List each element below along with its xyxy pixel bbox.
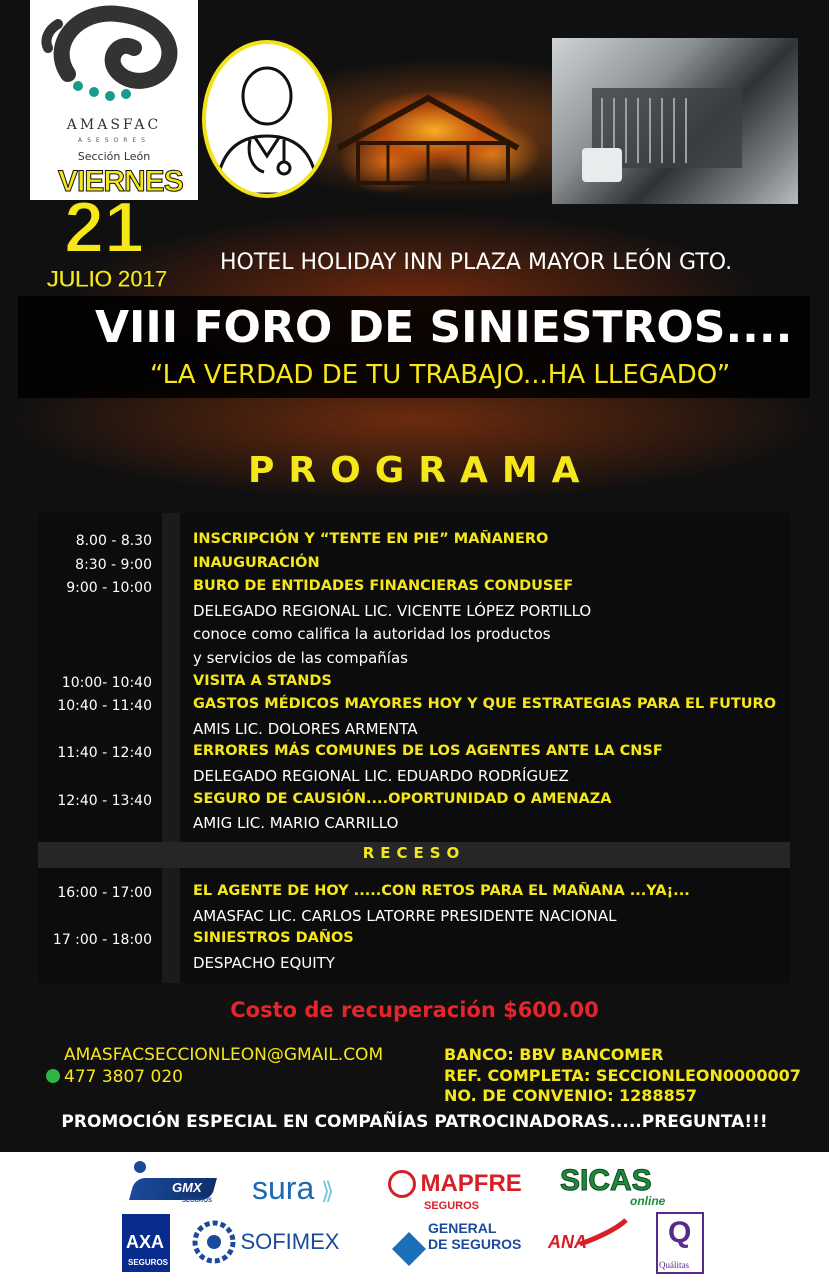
ana-swoosh-icon (578, 1218, 628, 1248)
burning-house-image (318, 38, 550, 192)
schedule-time: 17 :00 - 18:00 (52, 932, 152, 949)
registration-cost: Costo de recuperación $600.00 (230, 998, 599, 1022)
event-subtitle: “LA VERDAD DE TU TRABAJO...HA LLEGADO” (150, 360, 731, 390)
schedule-time: 8:30 - 9:00 (75, 556, 152, 573)
sura-label: sura (252, 1170, 315, 1206)
gmx-sub: SEGUROS (182, 1198, 213, 1204)
schedule-session-title: EL AGENTE DE HOY .....CON RETOS PARA EL MAÑANA ...YA¡... (193, 883, 690, 899)
event-month-year: JULIO 2017 (46, 266, 167, 293)
sponsor-promotion: PROMOCIÓN ESPECIAL EN COMPAÑÍAS PATROCINADORAS.....PREGUNTA!!! (61, 1112, 768, 1132)
logo-name: AMASFAC (66, 117, 162, 133)
schedule-time: 11:40 - 12:40 (57, 745, 152, 762)
bank-agreement: NO. DE CONVENIO: 1288857 (444, 1086, 697, 1105)
schedule-session-title: BURO DE ENTIDADES FINANCIERAS CONDUSEF (193, 578, 574, 595)
schedule-time: 12:40 - 13:40 (57, 792, 152, 809)
schedule-session-detail: y servicios de las compañías (193, 649, 408, 667)
programa-heading: PROGRAMA (248, 450, 594, 491)
event-weekday: VIERNES (58, 165, 183, 198)
schedule-session-detail: DESPACHO EQUITY (193, 953, 335, 972)
mapfre-sub: SEGUROS (424, 1200, 480, 1212)
axa-label: AXA (126, 1232, 165, 1252)
sura-logo (252, 1170, 334, 1207)
sicas-label: SICAS (560, 1164, 652, 1197)
schedule-session-title: SINIESTROS DAÑOS (193, 930, 354, 947)
sicas-logo (560, 1164, 666, 1208)
crashed-car-image (552, 38, 798, 204)
qualitas-logo (656, 1212, 704, 1274)
schedule-time: 16:00 - 17:00 (57, 885, 152, 901)
bank-name: BANCO: BBV BANCOMER (444, 1045, 664, 1064)
schedule-session-detail: AMIG LIC. MARIO CARRILLO (193, 814, 399, 833)
event-venue: HOTEL HOLIDAY INN PLAZA MAYOR LEÓN GTO. (220, 250, 733, 275)
gmx-person-icon (130, 1160, 150, 1180)
schedule-session-detail: AMASFAC LIC. CARLOS LATORRE PRESIDENTE NACIONAL (193, 906, 617, 925)
amasfac-spiral-logo (38, 4, 188, 104)
general-label-2: DE SEGUROS (428, 1236, 522, 1252)
gmx-label: GMX (172, 1180, 202, 1195)
schedule-session-title: INSCRIPCIÓN Y “TENTE EN PIE” MAÑANERO (193, 531, 549, 547)
contact-phone-number: 477 3807 020 (64, 1067, 183, 1087)
mapfre-circle-icon (388, 1170, 416, 1198)
schedule-session-detail: DELEGADO REGIONAL LIC. EDUARDO RODRÍGUEZ (193, 767, 569, 785)
schedule-session-title: INAUGURACIÓN (193, 554, 320, 571)
schedule-session-title: VISITA A STANDS (193, 672, 332, 689)
sofimex-gear-icon (192, 1220, 236, 1264)
ana-logo (548, 1232, 587, 1253)
logo-section: Sección León (77, 150, 151, 163)
schedule-session-detail: conoce como califica la autoridad los productos (193, 625, 551, 644)
sofimex-logo (192, 1220, 339, 1264)
sicas-sub: online (630, 1194, 666, 1208)
general-label-1: GENERAL (428, 1220, 497, 1236)
doctor-icon (202, 40, 332, 198)
schedule-session-title: ERRORES MÁS COMUNES DE LOS AGENTES ANTE LA CNSF (193, 743, 663, 760)
schedule-session-title: GASTOS MÉDICOS MAYORES HOY Y QUE ESTRATEGIAS PARA EL FUTURO (193, 696, 777, 713)
doctor-silhouette-icon (206, 44, 328, 194)
schedule-time: 10:40 - 11:40 (57, 698, 152, 715)
event-day-number: 21 (64, 188, 145, 268)
contact-phone[interactable] (46, 1067, 183, 1087)
mapfre-logo (388, 1170, 522, 1212)
event-title: VIII FORO DE SINIESTROS.... (95, 302, 793, 353)
contact-email[interactable]: AMASFACSECCIONLEON@GMAIL.COM (64, 1045, 384, 1065)
schedule-time: 10:00- 10:40 (61, 674, 152, 691)
receso-label: RECESO (362, 844, 466, 862)
schedule-time: 8.00 - 8.30 (75, 533, 152, 549)
ana-label: ANA (548, 1232, 587, 1252)
schedule-session-detail: DELEGADO REGIONAL LIC. VICENTE LÓPEZ PORTILLO (193, 601, 592, 620)
schedule-session-detail: AMIS LIC. DOLORES ARMENTA (193, 719, 418, 738)
schedule-session-title: SEGURO DE CAUSIÓN....OPORTUNIDAD O AMENAZA (193, 790, 612, 807)
bank-reference: REF. COMPLETA: SECCIONLEON0000007 (444, 1066, 801, 1085)
axa-logo (122, 1214, 170, 1272)
qualitas-label: Quálitas (659, 1260, 689, 1270)
sponsors-strip (0, 1152, 829, 1280)
whatsapp-icon (46, 1069, 60, 1083)
logo-subtitle: ASESORES (77, 137, 150, 144)
qualitas-q-icon: Q (668, 1216, 692, 1249)
axa-sub: SEGUROS (128, 1258, 169, 1267)
schedule-time: 9:00 - 10:00 (66, 580, 152, 597)
general-diamond-icon (392, 1232, 426, 1266)
sura-wing-icon: ⟫ (314, 1178, 335, 1205)
sofimex-label: SOFIMEX (240, 1229, 340, 1254)
mapfre-label: MAPFRE (420, 1170, 522, 1197)
